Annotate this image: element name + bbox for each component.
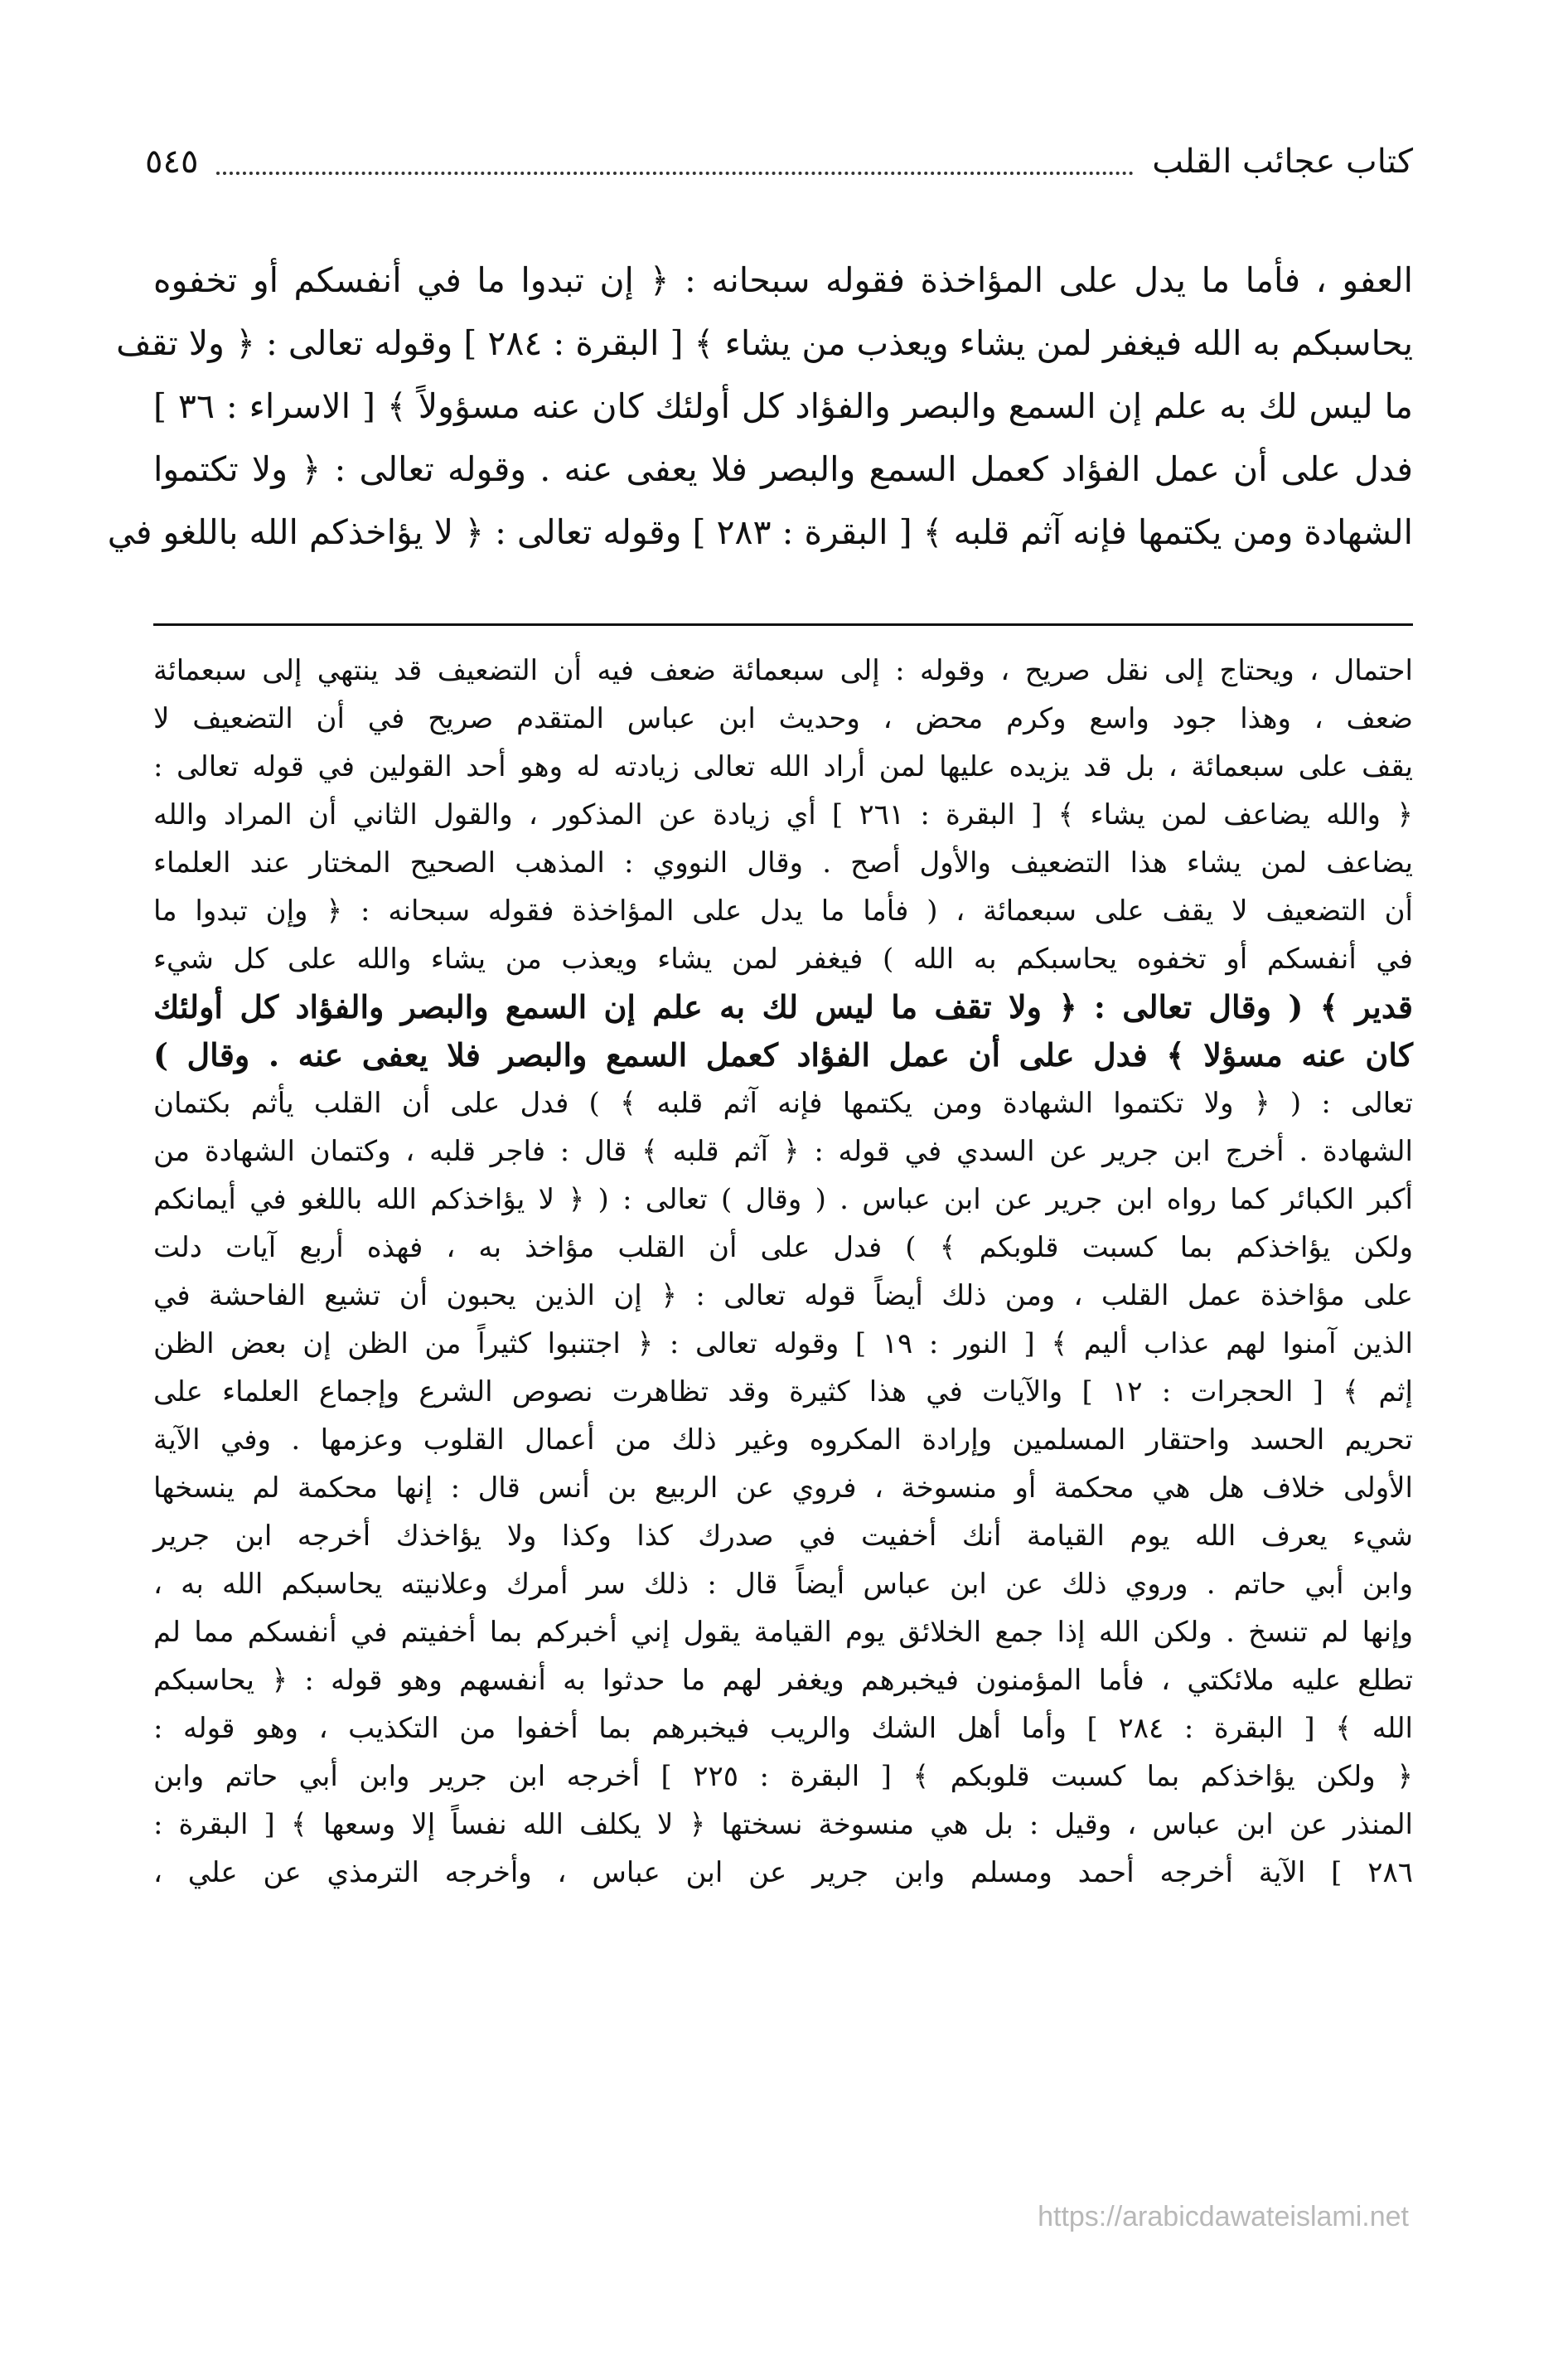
watermark-url: https://arabicdawateislami.net <box>1038 2201 1409 2232</box>
commentary-line: إثم ﴾ [ الحجرات : ١٢ ] والآيات في هذا كثيرة وقد تظاهرت نصوص الشرع وإجماع العلماء على <box>153 1375 1413 1408</box>
running-title: كتاب عجائب القلب <box>1152 143 1413 181</box>
commentary-line: أكبر الكبائر كما رواه ابن جرير عن ابن عباس . ( وقال ) تعالى : ( ﴿ لا يؤاخذكم الله باللغو في أيمانكم <box>153 1183 1413 1216</box>
footnote-divider <box>153 623 1413 626</box>
commentary-line: يقف على سبعمائة ، بل قد يزيده عليها لمن أراد الله تعالى زيادته له وهو أحد القولين في قوله تعالى : <box>153 750 1413 783</box>
commentary-line: ﴿ والله يضاعف لمن يشاء ﴾ [ البقرة : ٢٦١ ] أي زيادة عن المذكور ، والقول الثاني أن المراد والله <box>153 798 1413 831</box>
page-header <box>145 133 1413 191</box>
commentary-line: كان عنه مسؤلا ﴾ فدل على أن عمل الفؤاد كعمل السمع والبصر فلا يعفى عنه . وقال ) <box>153 1036 1413 1074</box>
commentary-line: احتمال ، ويحتاج إلى نقل صريح ، وقوله : إلى سبعمائة ضعف فيه أن التضعيف قد ينتهي إلى سبعمائة <box>153 654 1413 687</box>
main-text-line: ما ليس لك به علم إن السمع والبصر والفؤاد كل أولئك كان عنه مسؤولاً ﴾ [ الاسراء : ٣٦ ] <box>153 386 1413 426</box>
main-text-line: فدل على أن عمل الفؤاد كعمل السمع والبصر فلا يعفى عنه . وقوله تعالى : ﴿ ولا تكتموا <box>153 449 1413 489</box>
main-text <box>107 249 1413 564</box>
commentary-line: الله ﴾ [ البقرة : ٢٨٤ ] وأما أهل الشك والريب فيخبرهم بما أخفوا من التكذيب ، وهو قوله : <box>153 1712 1414 1745</box>
commentary-line: ولكن يؤاخذكم بما كسبت قلوبكم ﴾ ) فدل على أن القلب مؤاخذ به ، فهذه أربع آيات دلت <box>153 1231 1413 1264</box>
commentary-line: ضعف ، وهذا جود واسع وكرم محض ، وحديث ابن عباس المتقدم صريح في أن التضعيف لا <box>153 702 1413 735</box>
commentary-line: يضاعف لمن يشاء هذا التضعيف والأول أصح . وقال النووي : المذهب الصحيح المختار عند العلماء <box>153 846 1413 880</box>
commentary-line: المنذر عن ابن عباس ، وقيل : بل هي منسوخة نسختها ﴿ لا يكلف الله نفساً إلا وسعها ﴾ [ البقرة : <box>153 1808 1413 1841</box>
commentary-line: في أنفسكم أو تخفوه يحاسبكم به الله ) فيغفر لمن يشاء ويعذب من يشاء والله على كل شيء <box>153 943 1413 976</box>
commentary-line: تحريم الحسد واحتقار المسلمين وإرادة المكروه وغير ذلك من أعمال القلوب وعزمها . وفي الآية <box>153 1423 1413 1457</box>
main-text-line: الشهادة ومن يكتمها فإنه آثم قلبه ﴾ [ البقرة : ٢٨٣ ] وقوله تعالى : ﴿ لا يؤاخذكم الله باللغو في <box>107 512 1413 552</box>
commentary-line: تطلع عليه ملائكتي ، فأما المؤمنون فيخبرهم ويغفر لهم ما حدثوا به أنفسهم وهو قوله : ﴿ يحاسبكم <box>153 1664 1413 1697</box>
main-text-line: يحاسبكم به الله فيغفر لمن يشاء ويعذب من يشاء ﴾ [ البقرة : ٢٨٤ ] وقوله تعالى : ﴿ ولا تقف <box>116 323 1413 363</box>
commentary-line: الذين آمنوا لهم عذاب أليم ﴾ [ النور : ١٩ ] وقوله تعالى : ﴿ اجتنبوا كثيراً من الظن إن بعض الظن <box>153 1327 1414 1360</box>
commentary-line: ٢٨٦ ] الآية أخرجه أحمد ومسلم وابن جرير عن ابن عباس ، وأخرجه الترمذي عن علي ، <box>153 1856 1413 1889</box>
dotted-leader <box>216 172 1134 175</box>
commentary-line: قدير ﴾ ( وقال تعالى : ﴿ ولا تقف ما ليس لك به علم إن السمع والبصر والفؤاد كل أولئك <box>153 988 1413 1025</box>
commentary-text <box>153 647 1413 1897</box>
commentary-line: الأولى خلاف هل هي محكمة أو منسوخة ، فروي عن الربيع بن أنس قال : إنها محكمة لم ينسخها <box>153 1471 1413 1505</box>
commentary-line: تعالى : ( ﴿ ولا تكتموا الشهادة ومن يكتمها فإنه آثم قلبه ﴾ ) فدل على أن القلب يأثم بكتمان <box>153 1087 1413 1120</box>
commentary-line: شيء يعرف الله يوم القيامة أنك أخفيت في صدرك كذا وكذا ولا يؤاخذك أخرجه ابن جرير <box>153 1520 1413 1553</box>
commentary-line: وإنها لم تنسخ . ولكن الله إذا جمع الخلائق يوم القيامة يقول إني أخبركم بما أخفيتم في أنفسكم مما لم <box>153 1616 1413 1649</box>
commentary-line: وابن أبي حاتم . وروي ذلك عن ابن عباس أيضاً قال : ذلك سر أمرك وعلانيته يحاسبكم الله به ، <box>153 1568 1413 1601</box>
commentary-line: ﴿ ولكن يؤاخذكم بما كسبت قلوبكم ﴾ [ البقرة : ٢٢٥ ] أخرجه ابن جرير وابن أبي حاتم وابن <box>153 1760 1413 1793</box>
commentary-line: الشهادة . أخرج ابن جرير عن السدي في قوله : ﴿ آثم قلبه ﴾ قال : فاجر قلبه ، وكتمان الشهادة من <box>153 1135 1413 1168</box>
commentary-line: أن التضعيف لا يقف على سبعمائة ، ( فأما ما يدل على المؤاخذة فقوله سبحانه : ﴿ وإن تبدوا ما <box>153 894 1413 928</box>
commentary-line: على مؤاخذة عمل القلب ، ومن ذلك أيضاً قوله تعالى : ﴿ إن الذين يحبون أن تشيع الفاحشة في <box>153 1279 1413 1312</box>
main-text-line: العفو ، فأما ما يدل على المؤاخذة فقوله سبحانه : ﴿ إن تبدوا ما في أنفسكم أو تخفوه <box>153 260 1413 300</box>
page-number: ٥٤٥ <box>145 143 199 181</box>
